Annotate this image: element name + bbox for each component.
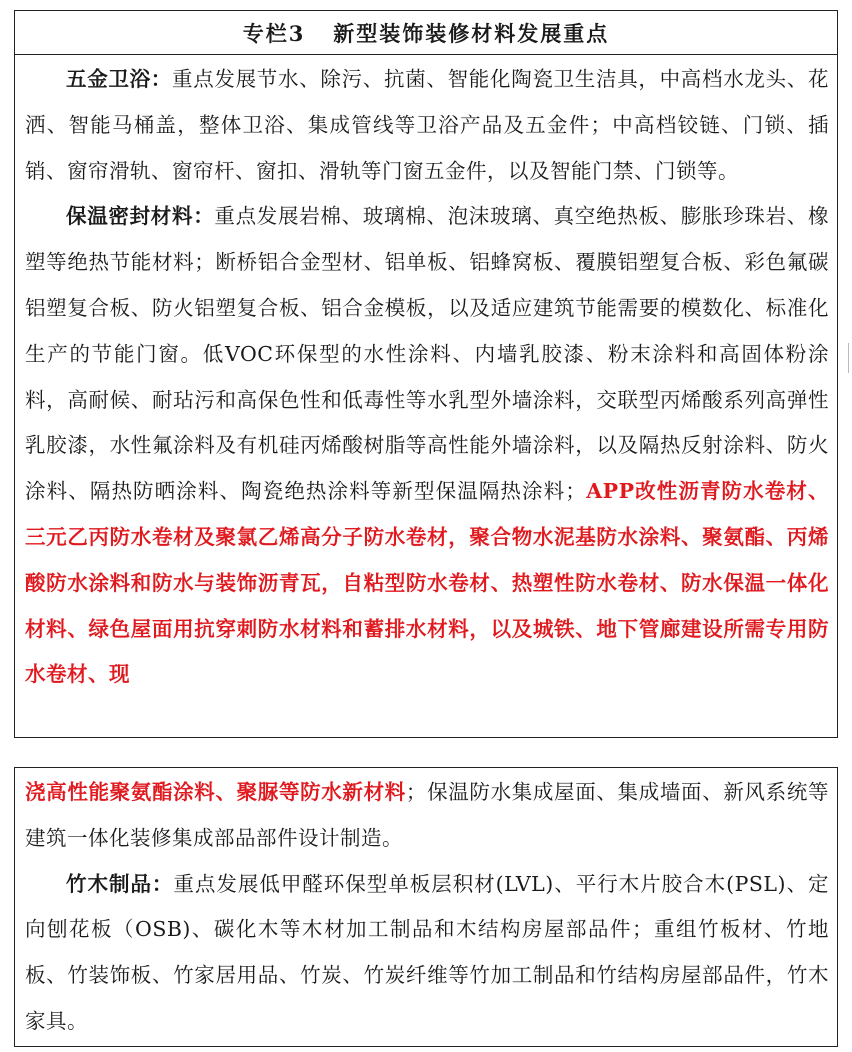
waterproof-highlight-continued: 浇高性能聚氨酯涂料、聚脲等防水新材料	[25, 780, 406, 804]
paragraph-hardware	[25, 57, 829, 194]
hardware-heading: 五金卫浴：	[66, 67, 172, 91]
waterproof-highlight: APP改性沥青防水卷材、三元乙丙防水卷材及聚氯乙烯高分子防水卷材，聚合物水泥基防水涂料、聚氨酯、丙烯酸防水涂料和防水与装饰沥青瓦，自粘型防水卷材、热塑性防水卷材、防水保温一体化材料、绿色屋面用抗穿刺防水材料和蓄排水材料，以及城铁、地下管廊建设所需专用防水卷材、现	[25, 479, 829, 687]
insulation-body: 重点发展岩棉、玻璃棉、泡沫玻璃、真空绝热板、膨胀珍珠岩、橡塑等绝热节能材料；断桥铝合金型材、铝单板、铝蜂窝板、覆膜铝塑复合板、彩色氟碳铝塑复合板、防火铝塑复合板、铝合金模板，以及适应建筑节能需要的模数化、标准化生产的节能门窗。低VOC环保型的水性涂料、内墙乳胶漆、粉末涂料和高固体粉涂料，高耐候、耐玷污和高保色性和低毒性等水乳型外墙涂料，交联型丙烯酸系列高弹性乳胶漆，水性氟涂料及有机硅丙烯酸树脂等高性能外墙涂料，以及隔热反射涂料、防火涂料、隔热防晒涂料、陶瓷绝热涂料等新型保温隔热涂料；	[25, 204, 830, 504]
bamboo-heading: 竹木制品：	[66, 871, 174, 896]
column-title	[15, 11, 837, 55]
column-box-part1	[14, 10, 838, 738]
column-title-text: 新型装饰装修材料发展重点	[333, 20, 610, 46]
column-content-part1	[15, 55, 837, 698]
insulation-heading: 保温密封材料：	[66, 204, 215, 229]
continued-body: ；保温防水集成屋面、集成墙面、新风系统等建筑一体化装修集成部品部件设计制造。	[25, 780, 830, 850]
paragraph-bamboo	[25, 862, 829, 1045]
column-box-part2	[14, 767, 838, 1047]
paragraph-insulation	[25, 194, 829, 698]
column-label: 专栏3	[242, 20, 306, 46]
hardware-body: 重点发展节水、除污、抗菌、智能化陶瓷卫生洁具，中高档水龙头、花洒、智能马桶盖，整体卫浴、集成管线等卫浴产品及五金件；中高档铰链、门锁、插销、窗帘滑轨、窗帘杆、窗扣、滑轨等门窗五金件，以及智能门禁、门锁等。	[25, 67, 829, 183]
column-content-part2	[15, 768, 837, 1045]
page-edge-mark	[848, 343, 852, 373]
paragraph-continued	[25, 770, 829, 862]
bamboo-body: 重点发展低甲醛环保型单板层积材(LVL)、平行木片胶合木(PSL)、定向刨花板（OSB)、碳化木等木材加工制品和木结构房屋部品件；重组竹板材、竹地板、竹装饰板、竹家居用品、竹炭、竹炭纤维等竹加工制品和竹结构房屋部品件，竹木家具。	[25, 871, 830, 1033]
